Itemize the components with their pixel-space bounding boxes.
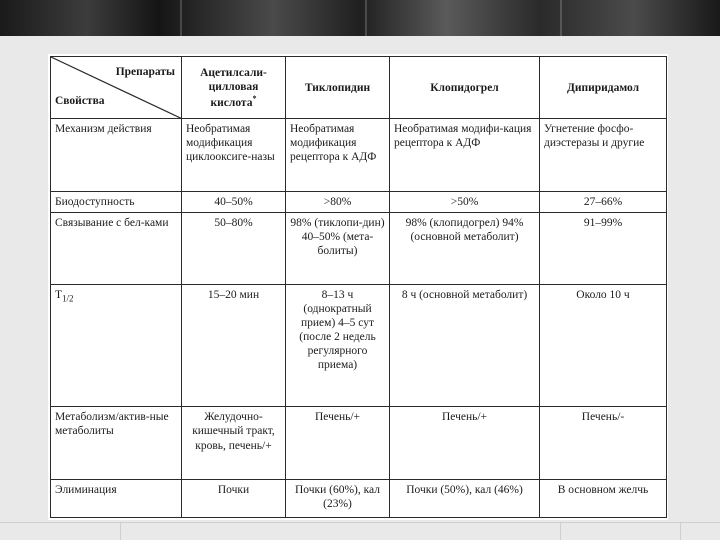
footnote-mark: *	[252, 93, 257, 103]
cell-half-clopidogrel: 8 ч (основной метаболит)	[390, 284, 540, 407]
cell-mechanism-clopidogrel: Необратимая модифи-кация рецептора к АДФ	[390, 119, 540, 191]
cell-elim-dipyridamole: В основном желчь	[540, 479, 667, 517]
slide-content	[48, 54, 668, 520]
footer-tick	[680, 522, 681, 540]
cell-metab-dipyridamole: Печень/-	[540, 407, 667, 479]
footer-tick	[560, 522, 561, 540]
table-row	[51, 479, 667, 517]
footer-tick	[120, 522, 121, 540]
cell-bio-clopidogrel: >50%	[390, 191, 540, 212]
column-header-ticlopidine: Тиклопидин	[286, 57, 390, 119]
corner-label-drugs: Препараты	[115, 66, 175, 78]
column-header-aspirin-label: Ацетилсали-цилловая кислота	[200, 66, 267, 109]
corner-label-properties: Свойства	[55, 95, 105, 108]
banner-streak	[365, 0, 367, 36]
cell-metab-clopidogrel: Печень/+	[390, 407, 540, 479]
column-header-aspirin	[182, 57, 286, 119]
cell-metab-aspirin: Желудочно-кишечный тракт, кровь, печень/+	[182, 407, 286, 479]
row-label-elimination: Элиминация	[51, 479, 182, 517]
cell-elim-clopidogrel: Почки (50%), кал (46%)	[390, 479, 540, 517]
cell-metab-ticlopidine: Печень/+	[286, 407, 390, 479]
cell-half-ticlopidine: 8–13 ч (однократный прием) 4–5 сут (после 2 недель регулярного приема)	[286, 284, 390, 407]
cell-half-dipyridamole: Около 10 ч	[540, 284, 667, 407]
row-label-protein-binding: Связывание с бел-ками	[51, 212, 182, 284]
column-header-dipyridamole: Дипиридамол	[540, 57, 667, 119]
cell-bio-aspirin: 40–50%	[182, 191, 286, 212]
half-life-symbol: T	[55, 288, 63, 301]
table-row	[51, 191, 667, 212]
cell-binding-clopidogrel: 98% (клопидогрел) 94% (основной метаболит)	[390, 212, 540, 284]
cell-bio-ticlopidine: >80%	[286, 191, 390, 212]
banner-streak	[560, 0, 562, 36]
cell-binding-ticlopidine: 98% (тиклопи-дин) 40–50% (мета-болиты)	[286, 212, 390, 284]
row-label-half-life	[51, 284, 182, 407]
table-row	[51, 119, 667, 191]
cell-elim-ticlopidine: Почки (60%), кал (23%)	[286, 479, 390, 517]
cell-mechanism-ticlopidine: Необратимая модификация рецептора к АДФ	[286, 119, 390, 191]
drug-comparison-table	[50, 56, 667, 518]
cell-binding-aspirin: 50–80%	[182, 212, 286, 284]
table-row	[51, 407, 667, 479]
cell-mechanism-aspirin: Необратимая модификация циклооксиге-назы	[182, 119, 286, 191]
cell-binding-dipyridamole: 91–99%	[540, 212, 667, 284]
cell-half-aspirin: 15–20 мин	[182, 284, 286, 407]
cell-elim-aspirin: Почки	[182, 479, 286, 517]
cell-mechanism-dipyridamole: Угнетение фосфо-диэстеразы и другие	[540, 119, 667, 191]
footer-divider	[0, 522, 720, 523]
table-row	[51, 212, 667, 284]
table-header-row	[51, 57, 667, 119]
table-row	[51, 284, 667, 407]
banner-streak	[180, 0, 182, 36]
top-banner	[0, 0, 720, 36]
cell-bio-dipyridamole: 27–66%	[540, 191, 667, 212]
row-label-bioavailability: Биодоступность	[51, 191, 182, 212]
column-header-clopidogrel: Клопидогрел	[390, 57, 540, 119]
half-life-subscript: 1/2	[62, 293, 74, 304]
corner-header-cell	[51, 57, 182, 119]
row-label-mechanism: Механизм действия	[51, 119, 182, 191]
row-label-metabolism: Метаболизм/актив-ные метаболиты	[51, 407, 182, 479]
